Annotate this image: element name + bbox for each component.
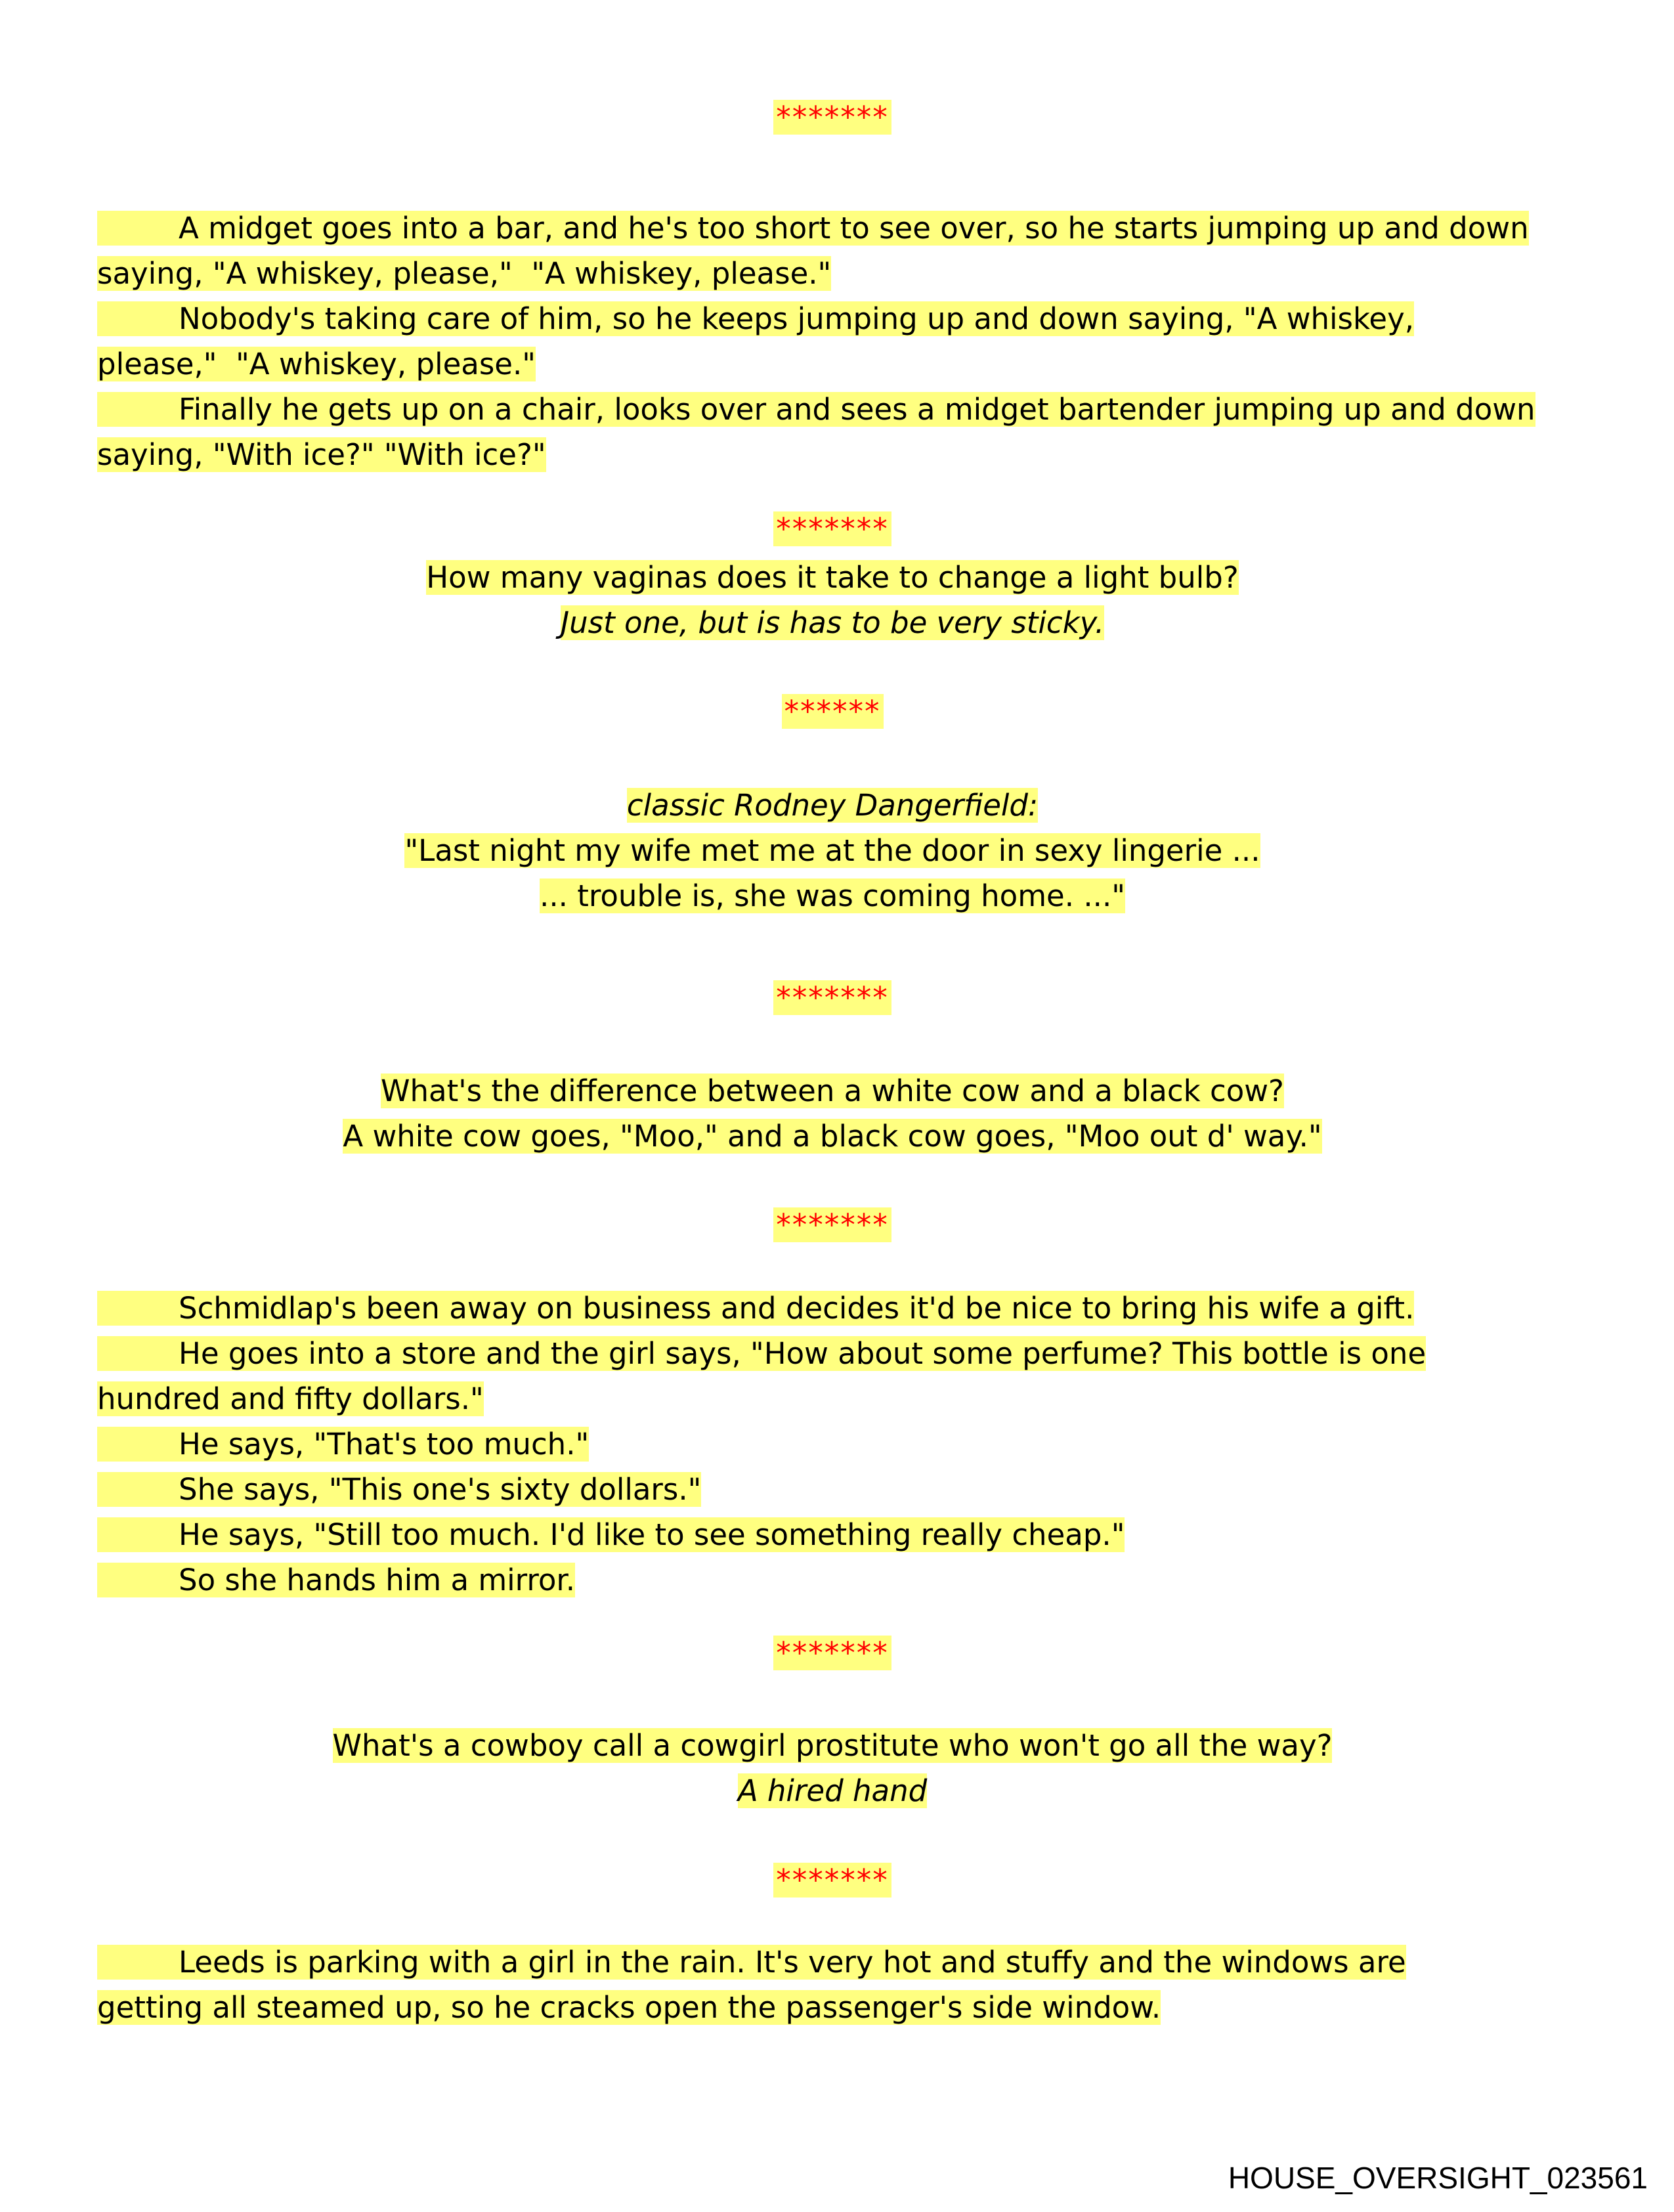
separator [97,1205,1568,1246]
joke-line: So she hands him a mirror. [179,1563,576,1597]
separator [97,509,1568,550]
joke-line: Schmidlap's been away on business and decides it'd be nice to bring his wife a gift. [179,1291,1415,1326]
joke-line: Finally he gets up on a chair, looks over and sees a midget bartender jumping up and down [179,392,1535,427]
joke-line: Nobody's taking care of him, so he keeps jumping up and down saying, "A whiskey, [179,301,1415,336]
bates-number: HOUSE_OVERSIGHT_023561 [1228,2161,1648,2195]
separator-text: ******* [773,1207,891,1242]
joke-light-bulb [97,555,1568,645]
joke-schmidlap [97,1286,1568,1603]
joke-line: He says, "That's too much." [179,1427,590,1462]
separator [97,978,1568,1018]
joke-answer: A hired hand [737,1773,928,1808]
joke-line: She says, "This one's sixty dollars." [179,1472,702,1507]
separator-text: ******* [773,1863,891,1898]
joke-line: He says, "Still too much. I'd like to see something really cheap." [179,1517,1125,1552]
separator-text: ****** [782,694,884,729]
separator [97,97,1568,138]
separator [97,691,1568,732]
joke-line: ... trouble is, she was coming home. ..." [540,878,1125,913]
joke-question: How many vaginas does it take to change a light bulb? [426,560,1239,595]
joke-midget-bar [97,206,1568,477]
joke-line: saying, "A whiskey, please," "A whiskey, please." [97,256,832,291]
separator-text: ******* [773,980,891,1015]
joke-line: getting all steamed up, so he cracks open the passenger's side window. [97,1990,1161,2025]
joke-line: hundred and fifty dollars." [97,1381,484,1416]
joke-answer: Just one, but is has to be very sticky. [560,605,1105,640]
joke-line: He goes into a store and the girl says, "How about some perfume? This bottle is one [179,1336,1427,1371]
joke-intro: classic Rodney Dangerfield: [626,788,1039,823]
separator [97,1633,1568,1674]
joke-cowboy [97,1723,1568,1813]
joke-answer: A white cow goes, "Moo," and a black cow goes, "Moo out d' way." [343,1119,1322,1154]
joke-line: saying, "With ice?" "With ice?" [97,437,546,472]
separator [97,1860,1568,1901]
separator-text: ******* [773,100,891,135]
joke-line: Leeds is parking with a girl in the rain. It's very hot and stuffy and the windows are [179,1945,1406,1980]
joke-question: What's a cowboy call a cowgirl prostitute who won't go all the way? [332,1728,1333,1763]
joke-cow [97,1068,1568,1159]
joke-rodney-dangerfield [97,783,1568,919]
separator-text: ******* [773,511,891,546]
joke-leeds-parking [97,1940,1568,2030]
joke-question: What's the difference between a white cow and a black cow? [381,1073,1284,1108]
separator-text: ******* [773,1636,891,1670]
joke-line: A midget goes into a bar, and he's too short to see over, so he starts jumping up and down [179,211,1529,246]
joke-line: "Last night my wife met me at the door in sexy lingerie ... [404,833,1260,868]
joke-line: please," "A whiskey, please." [97,347,536,381]
